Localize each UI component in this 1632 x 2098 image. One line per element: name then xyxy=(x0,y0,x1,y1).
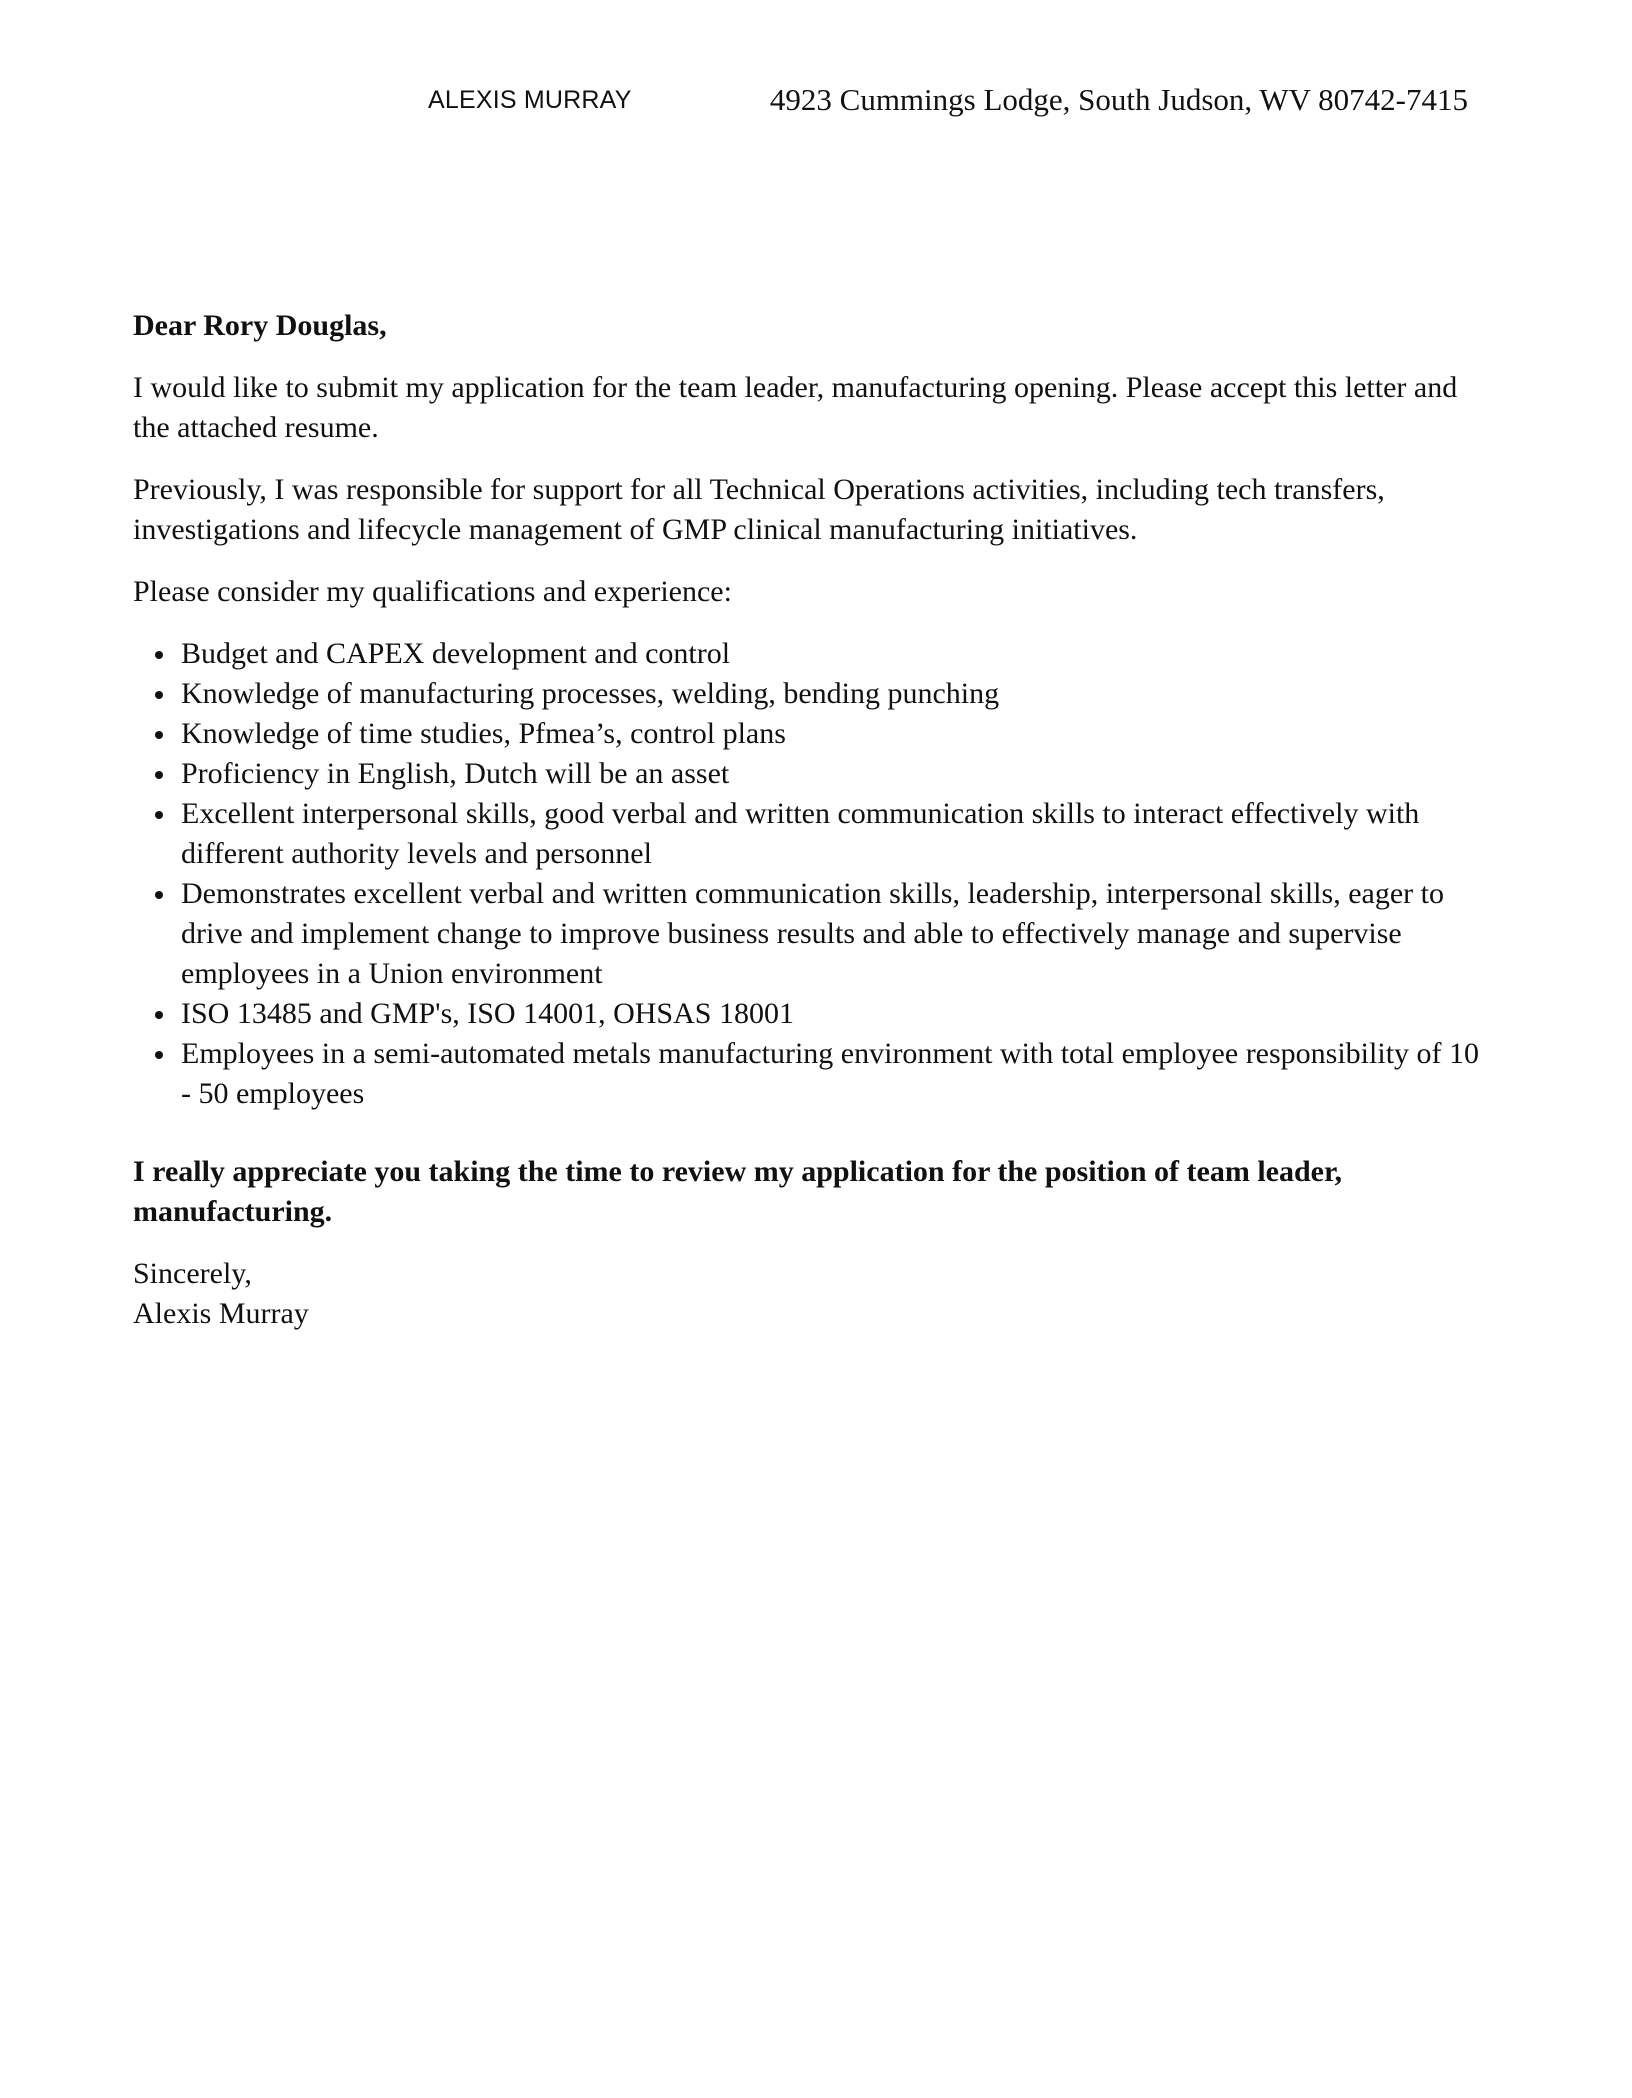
qualifications-list xyxy=(133,634,1483,1114)
list-item: ISO 13485 and GMP's, ISO 14001, OHSAS 18001 xyxy=(133,994,1483,1034)
qualifications-intro: Please consider my qualifications and experience: xyxy=(133,575,732,608)
sender-address: 4923 Cummings Lodge, South Judson, WV 80742-7415 xyxy=(769,82,1468,117)
closing-paragraph: I really appreciate you taking the time to review my application for the position of team leader, manufacturing. xyxy=(133,1155,1343,1228)
salutation: Dear Rory Douglas, xyxy=(133,309,387,342)
sender-name: ALEXIS MURRAY xyxy=(428,86,632,114)
list-item: Knowledge of time studies, Pfmea’s, control plans xyxy=(133,714,1483,754)
list-item: Employees in a semi-automated metals manufacturing environment with total employee responsibility of 10 - 50 employees xyxy=(133,1034,1483,1114)
signature-name: Alexis Murray xyxy=(133,1297,309,1330)
intro-paragraph: I would like to submit my application for the team leader, manufacturing opening. Please accept this letter and the attached resume. xyxy=(133,371,1458,444)
list-item: Budget and CAPEX development and control xyxy=(133,634,1483,674)
signoff: Sincerely, xyxy=(133,1257,252,1290)
letter-header xyxy=(0,82,1632,122)
list-item: Demonstrates excellent verbal and written communication skills, leadership, interpersonal skills, eager to drive and implement change to improve business results and able to effectively manage and supervise employees in a Union environment xyxy=(133,874,1483,994)
list-item: Excellent interpersonal skills, good verbal and written communication skills to interact effectively with different authority levels and personnel xyxy=(133,794,1483,874)
list-item: Knowledge of manufacturing processes, welding, bending punching xyxy=(133,674,1483,714)
list-item: Proficiency in English, Dutch will be an asset xyxy=(133,754,1483,794)
experience-paragraph: Previously, I was responsible for support for all Technical Operations activities, including tech transfers, investigations and lifecycle management of GMP clinical manufacturing initiatives. xyxy=(133,473,1385,546)
letter-body xyxy=(133,306,1483,1334)
